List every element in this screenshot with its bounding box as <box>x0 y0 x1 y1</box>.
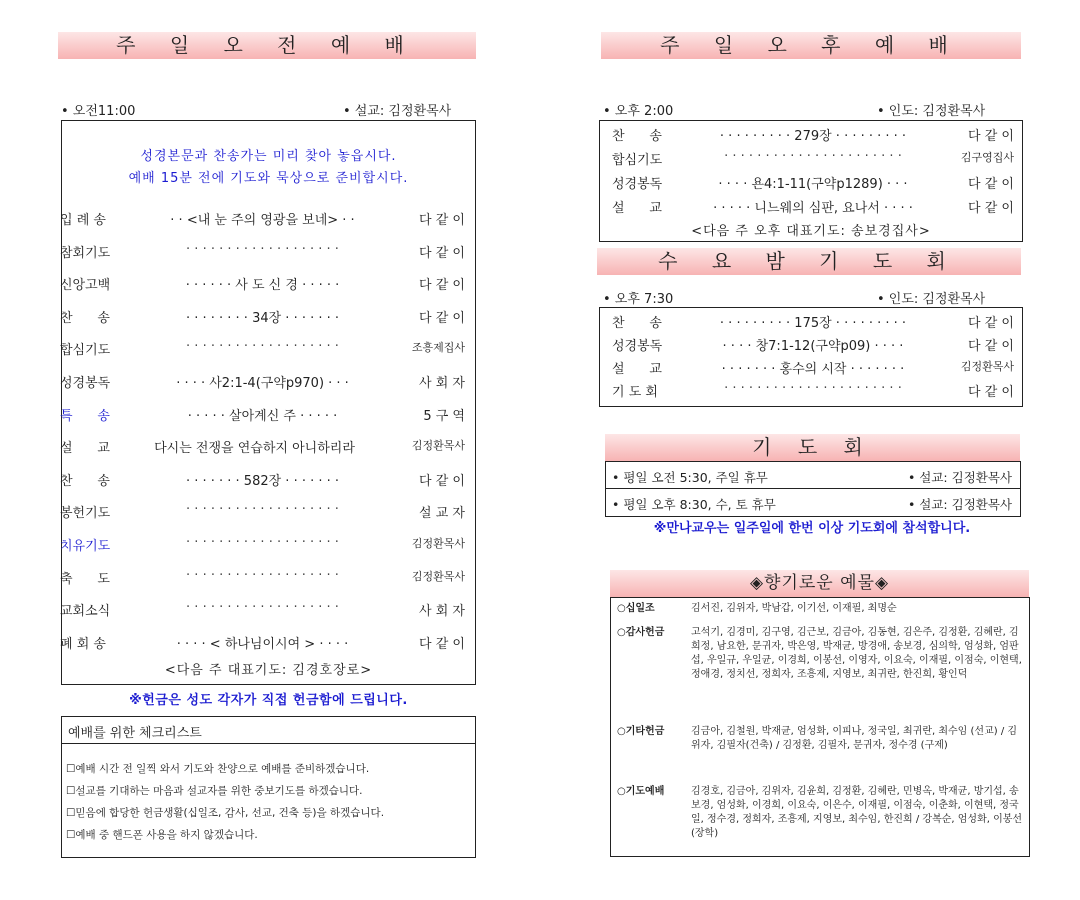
order-row <box>60 242 465 262</box>
order-content: · · · · 사2:1-4(구약p970) · · · <box>176 376 349 391</box>
order-content: · · · · · 니느웨의 심판, 요나서 · · · · <box>713 201 913 216</box>
order-label: 찬 송 <box>60 473 110 489</box>
offering-label: ○기도예배 <box>617 786 665 797</box>
wednesday-service-banner: 수 요 밤 기 도 회 <box>597 248 1021 275</box>
prayer-when: • 평일 오후 8:30, 수, 토 휴무 <box>612 497 776 512</box>
prayer-who: • 설교: 김정환목사 <box>907 497 1012 512</box>
prayer-meeting-banner: 기 도 회 <box>605 434 1020 461</box>
order-by: 다 같 이 <box>968 177 1014 192</box>
order-by: 김정환목사 <box>960 360 1014 373</box>
order-by: 사 회 자 <box>419 376 465 391</box>
offering-label: ○십일조 <box>617 603 655 614</box>
order-content: · · · · · · · · · 279장 · · · · · · · · · <box>719 129 907 144</box>
offering-group <box>611 785 1029 853</box>
afternoon-next-prayer: <다음 주 오후 대표기도: 송보경집사> <box>691 224 931 239</box>
order-label: 교회소식 <box>60 604 111 620</box>
wednesday-order-box <box>599 307 1023 407</box>
order-row <box>612 197 1014 217</box>
offering-label: ○기타헌금 <box>617 726 665 737</box>
order-content: · · · · 창7:1-12(구약p09) · · · · <box>722 339 904 354</box>
order-label: 봉헌기도 <box>60 506 111 522</box>
checklist-title: 예배를 위한 체크리스트 <box>68 726 202 741</box>
afternoon-time: • 오후 2:00 <box>603 104 674 119</box>
order-label: 치유기도 <box>60 539 111 554</box>
afternoon-leader: • 인도: 김정환목사 <box>877 104 986 119</box>
order-row <box>60 209 465 229</box>
order-label: 참회기도 <box>60 245 111 261</box>
order-content: · · · · · · · · 34장 · · · · · · · <box>185 310 340 326</box>
order-row <box>60 437 465 457</box>
order-row <box>612 381 1014 401</box>
checklist-item: ☐설교를 기대하는 마음과 설교자를 위한 중보기도를 하겠습니다. <box>66 785 363 797</box>
order-content: · · · · · · · · · · · · · · · · · · · <box>186 502 339 518</box>
offering-names: 김서진, 김위자, 박남갑, 이기선, 이재필, 최명순 <box>691 603 897 614</box>
order-content: · · · · · · · · · · · · · · · · · · · <box>186 339 339 355</box>
order-label: 성경봉독 <box>60 376 111 391</box>
order-content: · · · · · · · 582장 · · · · · · · <box>185 473 340 489</box>
order-content: · · · · · · · · · 175장 · · · · · · · · · <box>719 316 907 331</box>
order-content: · · · · · · · · · · · · · · · · · · · · · · <box>724 149 902 164</box>
offering-group <box>611 602 1029 618</box>
order-content: · · · · · · · · · · · · · · · · · · · <box>186 567 339 583</box>
order-label: 기 도 회 <box>612 385 658 400</box>
order-row <box>612 335 1014 355</box>
offering-label: ○감사헌금 <box>617 627 665 638</box>
morning-service-banner: 주 일 오 전 예 배 <box>58 32 476 59</box>
order-by: 다 같 이 <box>419 636 465 652</box>
order-content: · · · · · 살아계신 주 · · · · · <box>187 408 338 424</box>
order-row <box>612 358 1014 378</box>
offering-note: ※헌금은 성도 각자가 직접 헌금함에 드립니다. <box>129 693 408 708</box>
order-row <box>60 502 465 522</box>
offering-names: 김경호, 김금아, 김위자, 김윤희, 김정환, 김혜란, 민병옥, 박재균, 방기섭, 송보경, 엄성화, 이경희, 이요숙, 이은수, 이재필, 이점숙, 이춘화, 이현택, 정국일, 정수경, 정희자, 조흥제, 지영보, 최수임, 한진희 / 강복순, 엄성화, 이봉선(장학) <box>691 786 1023 839</box>
offering-group <box>611 626 1029 726</box>
checklist-item: ☐믿음에 합당한 헌금생활(십일조, 감사, 선교, 건축 등)을 하겠습니다. <box>66 807 385 819</box>
checklist-item: ☐예배 중 핸드폰 사용을 하지 않겠습니다. <box>66 829 258 841</box>
morning-preacher: • 설교: 김정환목사 <box>343 104 452 119</box>
order-by: 사 회 자 <box>419 604 465 620</box>
order-label: 설 교 <box>612 201 662 216</box>
order-by: 다 같 이 <box>419 473 465 489</box>
prayer-who: • 설교: 김정환목사 <box>907 470 1012 485</box>
afternoon-order-box <box>599 120 1023 242</box>
order-by: 다 같 이 <box>419 310 465 326</box>
order-label: 특 송 <box>60 408 110 424</box>
order-row <box>612 125 1014 145</box>
order-content: · · · · 욘4:1-11(구약p1289) · · · <box>718 177 908 192</box>
prayer-meeting-box <box>605 461 1021 517</box>
order-content: · · · · · · 사 도 신 경 · · · · · <box>185 278 340 294</box>
order-row <box>612 312 1014 332</box>
order-label: 폐 회 송 <box>60 636 106 652</box>
order-row <box>60 339 465 359</box>
order-row <box>60 307 465 327</box>
prayer-row-divider <box>606 488 1020 489</box>
wednesday-leader: • 인도: 김정환목사 <box>877 292 986 307</box>
prayer-when: • 평일 오전 5:30, 주일 휴무 <box>612 470 768 485</box>
order-by: 다 같 이 <box>968 129 1014 144</box>
order-content: · · · · · · · · · · · · · · · · · · · · · · <box>724 381 902 396</box>
offering-names: 고석기, 김경미, 김구영, 김근보, 김금아, 김동현, 김은주, 김정환, 김혜란, 김희정, 남요한, 문귀자, 박은영, 박재균, 방경애, 송보경, 심의학, 엄성화, 엄판섭, 우일규, 우일균, 이경희, 이봉선, 이영자, 이요숙, 이재필, 이점숙, 이현택, 정애경, 정치선, 정희자, 조흥제, 지영보, 최귀란, 한진희, 황인덕 <box>691 627 1022 680</box>
order-by: 설 교 자 <box>419 506 465 522</box>
order-label: 입 례 송 <box>60 213 106 228</box>
order-label: 찬 송 <box>612 316 662 331</box>
morning-order-box <box>61 120 476 685</box>
worship-checklist <box>61 716 476 858</box>
order-content: · · · · · · · · · · · · · · · · · · · <box>186 535 339 550</box>
order-row <box>60 274 465 294</box>
offerings-banner: ◈향기로운 예물◈ <box>610 570 1029 597</box>
prayer-note: ※만나교우는 일주일에 한번 이상 기도회에 참석합니다. <box>653 521 971 536</box>
order-by: 다 같 이 <box>419 213 465 228</box>
order-content: · · · · · · · · · · · · · · · · · · · <box>186 241 339 257</box>
order-row <box>60 600 465 620</box>
order-row <box>60 568 465 588</box>
morning-intro-1: 성경본문과 찬송가는 미리 찾아 놓읍시다. <box>140 149 397 164</box>
order-content: · · <내 눈 주의 영광을 보네> · · <box>170 213 355 228</box>
order-row <box>60 372 465 392</box>
order-by: 5 구 역 <box>423 408 465 424</box>
order-by: 김정환목사 <box>411 569 465 583</box>
checklist-item: ☐예배 시간 전 일찍 와서 기도와 찬양으로 예배를 준비하겠습니다. <box>66 763 370 775</box>
order-row <box>612 173 1014 193</box>
order-by: 조흥제집사 <box>411 341 465 355</box>
offering-names: 김금아, 김철원, 박재균, 엄성화, 이피나, 정국일, 최귀란, 최수임 (선교) / 김위자, 김필자(건축) / 김정환, 김필자, 문귀자, 정수경 (구제) <box>691 726 1018 751</box>
order-label: 신앙고백 <box>60 278 111 294</box>
order-label: 성경봉독 <box>612 339 663 354</box>
order-label: 성경봉독 <box>612 177 663 192</box>
order-label: 축 도 <box>60 571 110 587</box>
order-label: 찬 송 <box>60 310 110 326</box>
order-label: 합심기도 <box>612 153 663 168</box>
order-label: 설 교 <box>612 362 662 377</box>
order-by: 다 같 이 <box>968 316 1014 331</box>
order-by: 다 같 이 <box>968 385 1014 400</box>
order-by: 김정환목사 <box>411 439 465 453</box>
order-by: 다 같 이 <box>968 339 1014 354</box>
order-by: 김구영집사 <box>960 151 1014 164</box>
order-label: 찬 송 <box>612 129 662 144</box>
offering-group <box>611 725 1029 775</box>
order-label: 설 교 <box>60 441 110 457</box>
order-content: 다시는 전쟁을 연습하지 아니하리라 <box>154 441 355 457</box>
morning-next-prayer: <다음 주 대표기도: 김경호장로> <box>164 663 373 678</box>
order-row <box>612 149 1014 169</box>
morning-intro-2: 예배 15분 전에 기도와 묵상으로 준비합시다. <box>128 171 409 186</box>
checklist-divider <box>62 743 475 744</box>
afternoon-service-banner: 주 일 오 후 예 배 <box>601 32 1021 59</box>
order-by: 김정환목사 <box>411 537 465 550</box>
order-row <box>60 535 465 555</box>
order-row <box>60 633 465 653</box>
order-row <box>60 470 465 490</box>
order-by: 다 같 이 <box>419 245 465 261</box>
order-label: 합심기도 <box>60 343 111 359</box>
order-content: · · · · · · · 홍수의 시작 · · · · · · · <box>721 362 905 377</box>
order-content: · · · · · · · · · · · · · · · · · · · <box>186 600 339 616</box>
order-by: 다 같 이 <box>968 201 1014 216</box>
order-row <box>60 405 465 425</box>
morning-time: • 오전11:00 <box>61 104 136 119</box>
order-by: 다 같 이 <box>419 278 465 294</box>
order-content: · · · · < 하나님이시여 > · · · · <box>176 636 349 652</box>
offerings-box <box>610 597 1030 857</box>
wednesday-time: • 오후 7:30 <box>603 292 674 307</box>
